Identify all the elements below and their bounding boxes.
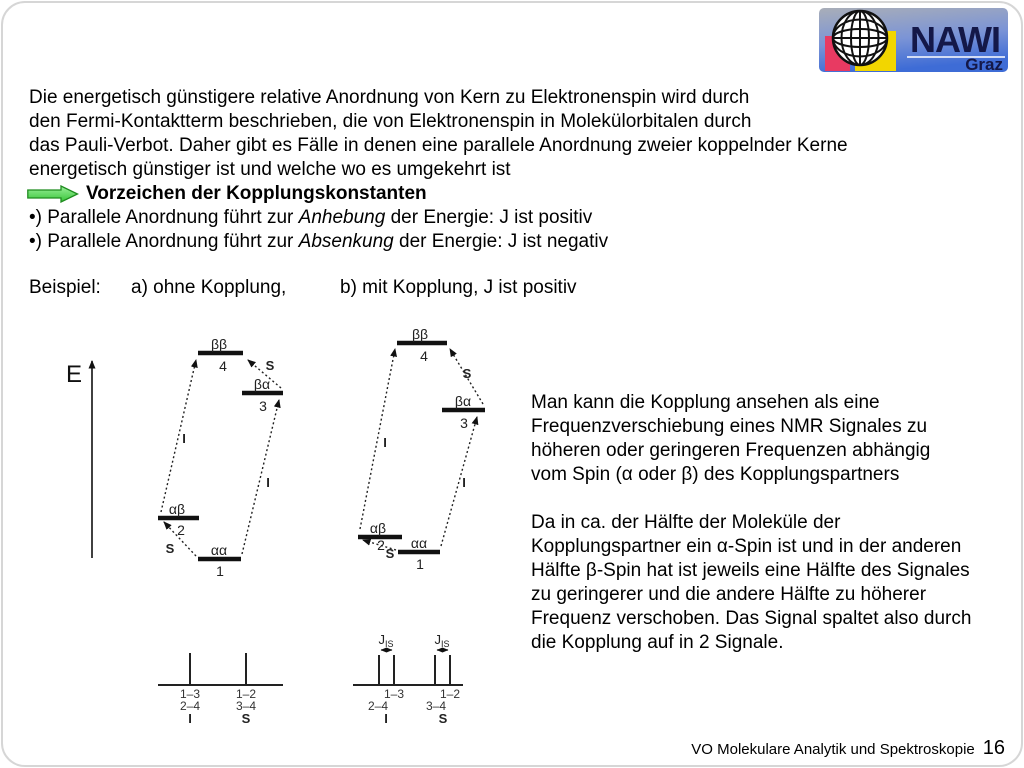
transition-i-left [360, 349, 395, 529]
state-num-1: 1 [216, 563, 224, 579]
heading-row [29, 182, 848, 206]
green-arrow-icon [27, 185, 79, 203]
peak-transition-label: 1–3 [383, 687, 405, 701]
bullet-text-emph: Anhebung [298, 207, 386, 228]
state-num-4: 4 [420, 348, 428, 364]
example-case-b: b) mit Kopplung, J ist positiv [340, 277, 577, 298]
example-row [29, 277, 577, 299]
intro-line: energetisch günstiger ist und welche wo es umgekehrt ist [29, 159, 511, 180]
explanation-line: Frequenzverschiebung eines NMR Signales zu [531, 416, 928, 437]
peak-transition-label: 1–2 [235, 687, 257, 701]
intro-text-block [29, 86, 848, 254]
nucleus-label-s: S [438, 711, 448, 726]
state-num-3: 3 [460, 415, 468, 431]
nucleus-label-i: I [188, 711, 192, 726]
state-num-4: 4 [219, 358, 227, 374]
intro-line: das Pauli-Verbot. Daher gibt es Fälle in denen eine parallele Anordnung zweier koppelnder Kerne [29, 135, 848, 156]
peak-transition-label: 2–4 [179, 699, 201, 713]
state-num-1: 1 [416, 556, 424, 572]
transition-label-i: I [266, 475, 270, 490]
state-label-bb: ββ [210, 336, 228, 352]
state-label-ba: βα [454, 393, 472, 409]
logo-title: NAWI [910, 19, 1000, 60]
explanation-text-block [531, 391, 1016, 655]
footer [691, 737, 1005, 760]
peak-transition-label: 3–4 [425, 699, 447, 713]
example-label: Beispiel: [29, 277, 101, 298]
state-label-ab: αβ [168, 501, 186, 517]
bullet-text-post: der Energie: J ist positiv [385, 207, 593, 228]
state-label-aa: αα [410, 535, 428, 551]
coupling-sub: IS [384, 639, 394, 649]
transition-label-s: S [385, 546, 395, 561]
state-label-bb: ββ [411, 326, 429, 342]
peak-transition-label: 3–4 [235, 699, 257, 713]
explanation-line: Da in ca. der Hälfte der Moleküle der [531, 512, 841, 533]
transition-label-i: I [383, 435, 387, 450]
energy-diagram-a [158, 336, 283, 579]
bullet-text-emph: Absenkung [298, 231, 394, 252]
coupling-constant-label [434, 632, 449, 649]
transition-label-i: I [462, 475, 466, 490]
state-label-aa: αα [210, 542, 228, 558]
state-num-2: 2 [377, 537, 385, 553]
bullet-text-pre: •) Parallele Anordnung führt zur [29, 207, 299, 228]
coupling-j: J [434, 632, 441, 647]
transition-i-right [441, 417, 477, 546]
explanation-line: zu geringerer und die andere Hälfte zu höherer [531, 584, 927, 605]
energy-diagram-figure [55, 315, 525, 745]
nucleus-label-i: I [384, 711, 388, 726]
bullet-text-pre: •) Parallele Anordnung führt zur [29, 231, 299, 252]
explanation-line: höheren oder geringeren Frequenzen abhängig [531, 440, 931, 461]
explanation-line: Hälfte β-Spin hat ist jeweils eine Hälfte des Signales [531, 560, 970, 581]
energy-axis [66, 361, 92, 558]
peak-transition-label: 2–4 [367, 699, 389, 713]
explanation-line: die Kopplung auf in 2 Signale. [531, 632, 784, 653]
intro-line: den Fermi-Kontaktterm beschrieben, die von Elektronenspin in Molekülorbitalen durch [29, 111, 752, 132]
state-num-3: 3 [259, 398, 267, 414]
state-label-ab: αβ [369, 520, 387, 536]
peak-transition-label: 1–3 [179, 687, 201, 701]
transition-label-i: I [182, 431, 186, 446]
example-case-a: a) ohne Kopplung, [131, 277, 287, 298]
section-heading: Vorzeichen der Kopplungskonstanten [86, 183, 427, 204]
explanation-line: Frequenz verschoben. Das Signal spaltet also durch [531, 608, 972, 629]
coupling-j: J [378, 632, 385, 647]
intro-line: Die energetisch günstigere relative Anordnung von Kern zu Elektronenspin wird durch [29, 87, 750, 108]
bullet-item [29, 230, 848, 254]
nucleus-label-s: S [241, 711, 251, 726]
page-number: 16 [982, 737, 1005, 759]
footer-course-title: VO Molekulare Analytik und Spektroskopie [691, 741, 975, 758]
energy-diagram-b [358, 326, 485, 572]
nawi-graz-logo [819, 8, 1008, 72]
spectrum-b [353, 632, 463, 726]
globe-icon [833, 11, 887, 65]
coupling-constant-label [378, 632, 393, 649]
explanation-line: Man kann die Kopplung ansehen als eine [531, 392, 880, 413]
transition-i-left [161, 360, 196, 512]
coupling-sub: IS [440, 639, 450, 649]
state-label-ba: βα [253, 376, 271, 392]
explanation-line: Kopplungspartner ein α-Spin ist und in der anderen [531, 536, 962, 557]
logo-subtitle: Graz [965, 55, 1003, 72]
explanation-line: vom Spin (α oder β) des Kopplungspartners [531, 464, 900, 485]
spectrum-a [158, 653, 283, 726]
transition-label-s: S [265, 358, 275, 373]
transition-label-s: S [462, 366, 472, 381]
energy-axis-label: E [65, 361, 83, 388]
peak-transition-label: 1–2 [439, 687, 461, 701]
transition-i-right [242, 400, 279, 554]
state-num-2: 2 [177, 522, 185, 538]
bullet-text-post: der Energie: J ist negativ [393, 231, 609, 252]
bullet-item [29, 206, 848, 230]
transition-label-s: S [165, 541, 175, 556]
